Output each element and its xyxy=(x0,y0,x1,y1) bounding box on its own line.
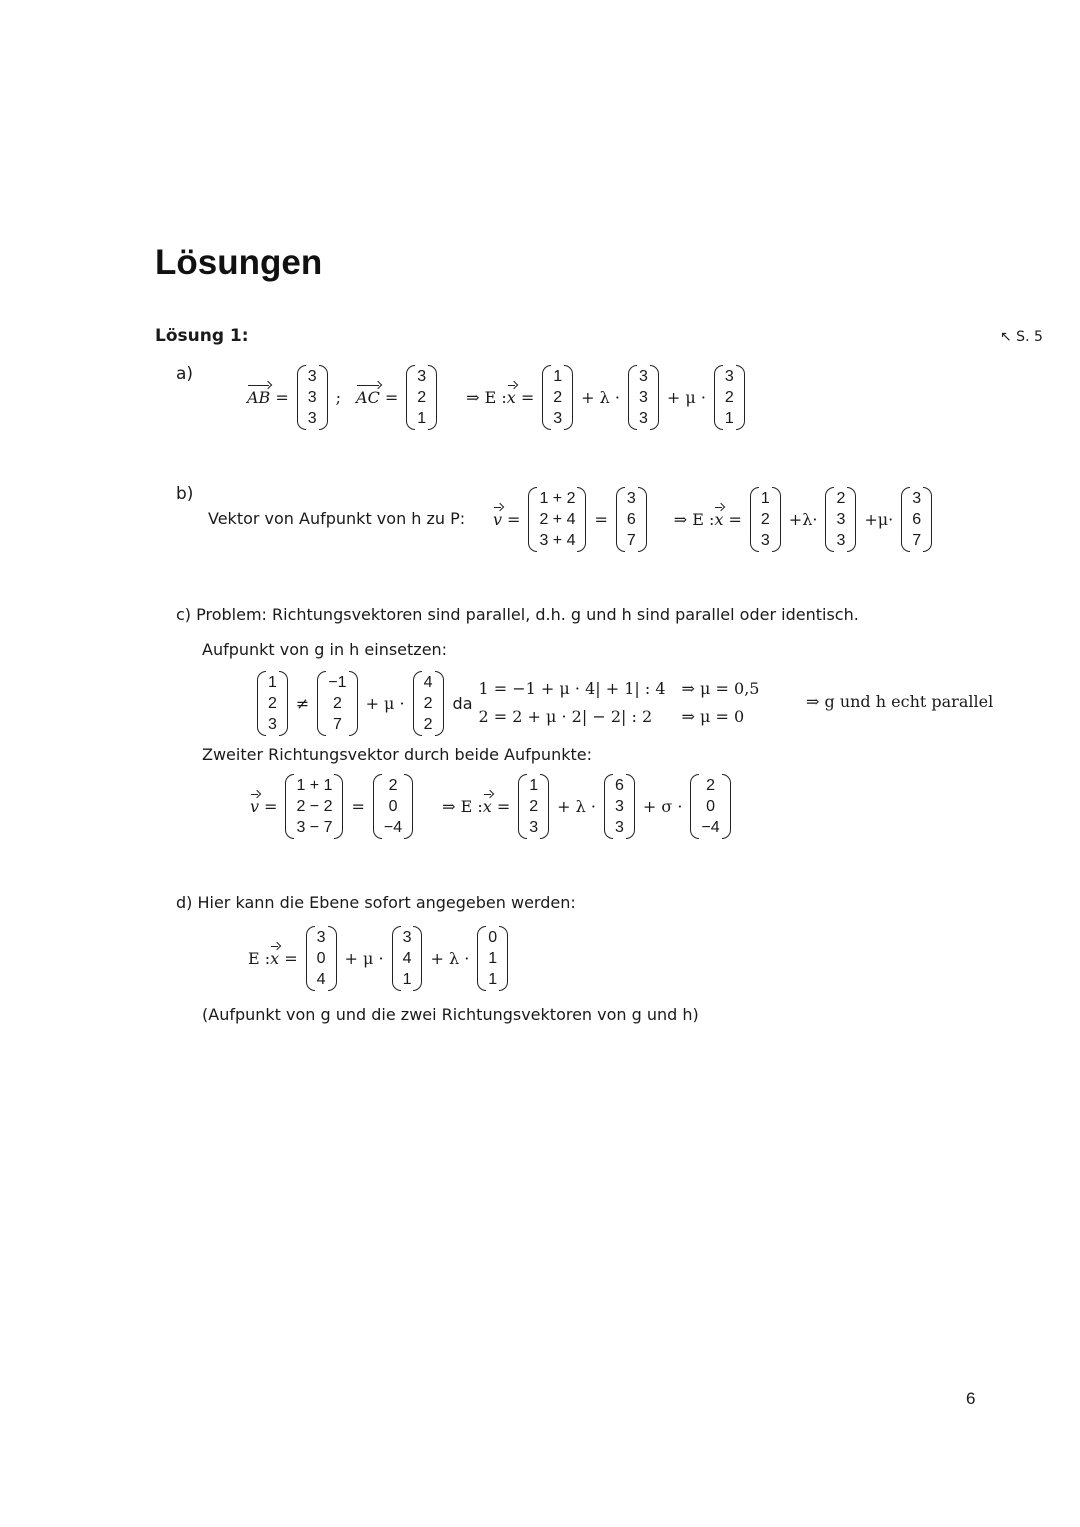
part-c-second-direction: Zweiter Richtungsvektor durch beide Aufpunkte: xyxy=(202,745,592,764)
vector-component: 7 xyxy=(626,531,636,549)
vector-component: 1 xyxy=(488,949,498,967)
vector-component: 1 xyxy=(417,409,427,427)
left-parenthesis xyxy=(373,774,382,839)
vector-entries xyxy=(422,671,435,736)
vector-entries xyxy=(315,926,328,991)
right-parenthesis xyxy=(499,926,508,991)
page-title: Lösungen xyxy=(155,243,323,282)
vector-component: 1 xyxy=(724,409,734,427)
direction-vector-1 xyxy=(392,926,423,991)
vector-entries xyxy=(723,365,736,430)
direction-vector-1 xyxy=(604,774,635,839)
vector-component: −1 xyxy=(328,673,347,691)
vector-component: 0 xyxy=(388,797,398,815)
vector-entries xyxy=(382,774,404,839)
vector-component: 3 xyxy=(268,715,277,733)
left-parenthesis xyxy=(542,365,551,430)
direction-vector-2 xyxy=(901,487,932,552)
left-parenthesis xyxy=(690,774,699,839)
ab-vector xyxy=(297,365,328,430)
vector-component: 3 xyxy=(307,409,317,427)
vector-entries xyxy=(294,774,334,839)
vector-entries xyxy=(326,671,348,736)
vector-component: 2 xyxy=(388,776,398,794)
vector-component: 3 xyxy=(638,388,648,406)
part-b-text: Vektor von Aufpunkt von h zu P: xyxy=(208,509,466,528)
vector-component: 4 xyxy=(316,970,326,988)
right-parenthesis xyxy=(279,671,288,736)
part-b-label: b) xyxy=(176,484,194,504)
part-c-formula: v = 1 + 1 2 − 2 3 − 7 = 2 0 −4 ⇒ E : x = 1 2 3 + λ · 6 3 3 + σ · 2 0 −4 xyxy=(250,773,734,839)
left-parenthesis xyxy=(528,487,537,552)
vector-entries xyxy=(910,487,923,552)
sum-vector xyxy=(528,487,586,552)
support-vector xyxy=(518,774,549,839)
vector-component: 3 xyxy=(836,510,846,528)
right-parenthesis xyxy=(540,774,549,839)
plane-prefix: ⇒ E : xyxy=(466,387,507,407)
right-parenthesis xyxy=(404,774,413,839)
vector-component: 3 xyxy=(912,489,922,507)
left-parenthesis xyxy=(257,671,266,736)
vector-component: 2 xyxy=(332,694,342,712)
right-parenthesis xyxy=(772,487,781,552)
vector-component: 3 xyxy=(614,797,624,815)
vector-component: 6 xyxy=(614,776,624,794)
vector-component: 2 xyxy=(417,388,427,406)
plane-prefix: ⇒ E : xyxy=(442,796,483,816)
part-d-note: (Aufpunkt von g und die zwei Richtungsvektoren von g und h) xyxy=(202,1005,699,1024)
right-parenthesis xyxy=(413,926,422,991)
vector-entries xyxy=(625,487,638,552)
vector-component: 1 + 2 xyxy=(539,489,576,507)
left-parenthesis xyxy=(901,487,910,552)
vector-component: 1 xyxy=(553,367,563,385)
vector-component: 2 xyxy=(724,388,734,406)
vector-component: 3 xyxy=(638,367,648,385)
right-parenthesis xyxy=(319,365,328,430)
vector-component: 1 xyxy=(760,489,770,507)
right-parenthesis xyxy=(847,487,856,552)
vector-entries xyxy=(759,487,772,552)
right-parenthesis xyxy=(349,671,358,736)
part-a-formula: AB = 3 3 3 ; AC = 3 2 1 ⇒ E : x = 1 2 3 + λ · 3 3 3 + μ · 3 2 1 xyxy=(247,364,748,430)
vector-entries xyxy=(699,774,721,839)
h-direction-vector xyxy=(413,671,444,736)
vector-component: 2 xyxy=(423,715,433,733)
right-parenthesis xyxy=(334,774,343,839)
vector-entries xyxy=(613,774,626,839)
vector-component: 3 xyxy=(402,928,412,946)
vector-component: 3 xyxy=(417,367,427,385)
right-parenthesis xyxy=(328,926,337,991)
vector-component: 4 xyxy=(423,673,433,691)
direction-vector-1 xyxy=(628,365,659,430)
part-a-label: a) xyxy=(176,364,194,384)
right-parenthesis xyxy=(722,774,731,839)
vector-component: −4 xyxy=(701,818,720,836)
support-vector xyxy=(750,487,781,552)
vector-entries xyxy=(486,926,499,991)
difference-vector xyxy=(285,774,343,839)
direction-vector-2 xyxy=(690,774,730,839)
vector-entries xyxy=(306,365,319,430)
vector-component: 3 xyxy=(614,818,624,836)
vector-component: 1 xyxy=(268,673,277,691)
vector-component: 3 xyxy=(553,409,563,427)
equation-1: 1 = −1 + μ · 4| + 1| : 4 xyxy=(478,679,666,698)
left-parenthesis xyxy=(317,671,326,736)
direction-vector-2 xyxy=(714,365,745,430)
plane-prefix: E : xyxy=(248,948,271,968)
v-symbol: v xyxy=(250,796,260,816)
vector-component: 3 xyxy=(724,367,734,385)
x-symbol: x xyxy=(506,387,516,407)
part-c-problem: c) Problem: Richtungsvektoren sind parallel, d.h. g und h sind parallel oder identisch. xyxy=(176,605,859,624)
equation-2: 2 = 2 + μ · 2| − 2| : 2 xyxy=(478,707,653,726)
vector-entries xyxy=(637,365,650,430)
right-parenthesis xyxy=(428,365,437,430)
vector-entries xyxy=(401,926,414,991)
parallel-conclusion: ⇒ g und h echt parallel xyxy=(806,692,994,711)
left-parenthesis xyxy=(518,774,527,839)
left-parenthesis xyxy=(825,487,834,552)
vector-component: 3 + 4 xyxy=(539,531,576,549)
vector-component: 2 xyxy=(423,694,433,712)
vector-component: 0 xyxy=(316,949,326,967)
g-support-vector xyxy=(257,671,288,736)
part-d-formula: E : x = 3 0 4 + μ · 3 4 1 + λ · 0 1 1 xyxy=(248,925,511,991)
v-symbol: v xyxy=(493,509,503,529)
page-reference-link[interactable]: ↖ S. 5 xyxy=(1000,329,1043,345)
page-number: 6 xyxy=(966,1389,976,1408)
vector-entries xyxy=(527,774,540,839)
left-parenthesis xyxy=(285,774,294,839)
vector-component: 3 xyxy=(316,928,326,946)
vector-component: 2 xyxy=(553,388,563,406)
vector-component: 2 xyxy=(529,797,539,815)
vector-component: 6 xyxy=(912,510,922,528)
ab-symbol: AB xyxy=(247,387,271,407)
vector-entries xyxy=(266,671,279,736)
right-parenthesis xyxy=(435,671,444,736)
left-parenthesis xyxy=(616,487,625,552)
right-parenthesis xyxy=(650,365,659,430)
vector-component: −4 xyxy=(383,818,403,836)
vector-component: 2 − 2 xyxy=(296,797,333,815)
vector-component: 3 xyxy=(760,531,770,549)
vector-component: 7 xyxy=(912,531,922,549)
x-symbol: x xyxy=(714,509,724,529)
vector-component: 3 xyxy=(529,818,539,836)
vector-component: 0 xyxy=(488,928,498,946)
vector-component: 2 xyxy=(760,510,770,528)
vector-component: 3 xyxy=(638,409,648,427)
solution-heading: Lösung 1: xyxy=(155,326,249,346)
direction-vector-2 xyxy=(477,926,508,991)
plane-prefix: ⇒ E : xyxy=(673,509,715,529)
part-c-instruction: Aufpunkt von g in h einsetzen: xyxy=(202,640,448,659)
vector-component: 3 xyxy=(626,489,636,507)
vector-component: 1 xyxy=(402,970,412,988)
left-parenthesis xyxy=(750,487,759,552)
vector-component: 6 xyxy=(626,510,636,528)
equation-system xyxy=(479,675,666,731)
vector-component: 2 xyxy=(836,489,846,507)
direction-vector-1 xyxy=(825,487,856,552)
left-parenthesis xyxy=(406,365,415,430)
left-parenthesis xyxy=(297,365,306,430)
left-parenthesis xyxy=(413,671,422,736)
vector-component: 1 xyxy=(529,776,539,794)
vector-component: 3 − 7 xyxy=(296,818,333,836)
vector-component: 2 xyxy=(268,694,277,712)
right-parenthesis xyxy=(626,774,635,839)
left-parenthesis xyxy=(306,926,315,991)
left-parenthesis xyxy=(628,365,637,430)
vector-component: 0 xyxy=(706,797,716,815)
vector-component: 7 xyxy=(332,715,342,733)
vector-component: 4 xyxy=(402,949,412,967)
vector-entries xyxy=(415,365,428,430)
x-symbol: x xyxy=(270,948,280,968)
vector-component: 1 + 1 xyxy=(296,776,333,794)
vector-component: 2 xyxy=(706,776,716,794)
left-parenthesis xyxy=(714,365,723,430)
vector-component: 2 + 4 xyxy=(539,510,576,528)
right-parenthesis xyxy=(564,365,573,430)
vector-component: 3 xyxy=(307,367,317,385)
left-parenthesis xyxy=(477,926,486,991)
right-parenthesis xyxy=(577,487,586,552)
left-parenthesis xyxy=(604,774,613,839)
part-c-check: 1 2 3 ≠ −1 2 7 + μ · 4 2 2 da 1 = −1 + μ · 4| + 1| : 4 2 = 2 + μ · 2| − 2| : 2 ⇒ μ = 0,5 ⇒ μ = 0 xyxy=(254,670,759,736)
vector-component: 3 xyxy=(307,388,317,406)
right-parenthesis xyxy=(638,487,647,552)
vector-entries xyxy=(537,487,577,552)
ac-vector xyxy=(406,365,437,430)
result-vector xyxy=(373,774,413,839)
right-parenthesis xyxy=(923,487,932,552)
vector-component: 3 xyxy=(836,531,846,549)
ac-symbol: AC xyxy=(356,387,380,407)
left-parenthesis xyxy=(392,926,401,991)
vector-entries xyxy=(834,487,847,552)
h-support-vector xyxy=(317,671,357,736)
result-1: ⇒ μ = 0,5 xyxy=(681,679,760,698)
support-vector xyxy=(542,365,573,430)
part-b-formula: v = 1 + 2 2 + 4 3 + 4 = 3 6 7 ⇒ E : x = 1 2 3 +λ· 2 3 3 +μ· 3 6 7 xyxy=(493,486,935,552)
right-parenthesis xyxy=(736,365,745,430)
x-symbol: x xyxy=(482,796,492,816)
support-vector xyxy=(306,926,337,991)
equation-results xyxy=(682,675,760,731)
part-d-text: d) Hier kann die Ebene sofort angegeben werden: xyxy=(176,893,576,912)
vector-component: 1 xyxy=(488,970,498,988)
result-2: ⇒ μ = 0 xyxy=(681,707,745,726)
result-vector xyxy=(616,487,647,552)
vector-entries xyxy=(551,365,564,430)
da-text: da xyxy=(452,693,473,713)
